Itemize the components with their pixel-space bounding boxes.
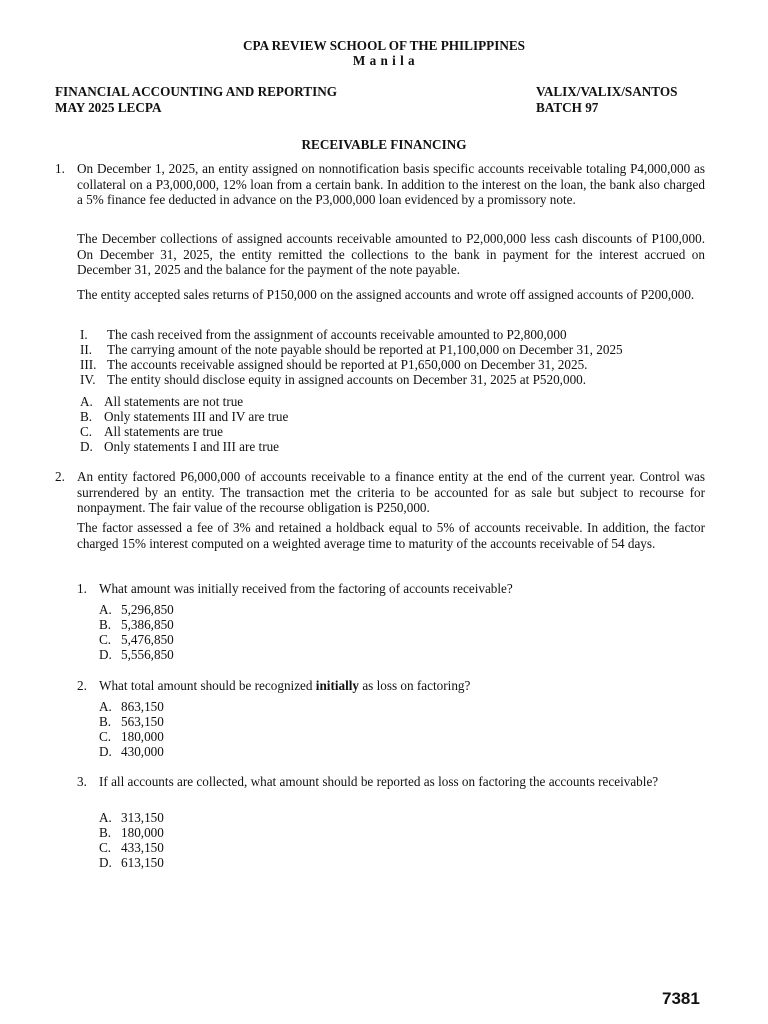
- choice-label: C.: [99, 840, 112, 855]
- choice-text: Only statements III and IV are true: [104, 409, 289, 424]
- choice-text: All statements are true: [104, 424, 224, 439]
- subquestion-2-text: [99, 678, 705, 694]
- statement-item: [80, 357, 587, 373]
- question-2-number: 2.: [55, 469, 65, 484]
- statement-text: The accounts receivable assigned should be reported at P1,650,000 on December 31, 2025.: [107, 357, 588, 372]
- page-code: 7381: [662, 989, 700, 1008]
- answer-choice[interactable]: [99, 744, 164, 760]
- answer-choice[interactable]: [80, 439, 279, 455]
- answer-choice[interactable]: [99, 729, 164, 745]
- question-2-paragraph-1: An entity factored P6,000,000 of accounts receivable to a finance entity at the end of the current year. Control was surrendered by an entity. The transaction met the criteria to be accounted for as sale but subject to recourse for nonpayment. The fair value of the recourse obligation is P250,000.: [77, 469, 705, 515]
- answer-choice[interactable]: [99, 699, 164, 715]
- answer-choice[interactable]: [99, 632, 174, 648]
- page-title: RECEIVABLE FINANCING: [301, 137, 467, 152]
- subquestion-2-number: 2.: [77, 678, 87, 693]
- subject-title: FINANCIAL ACCOUNTING AND REPORTING: [55, 84, 337, 99]
- subquestion-1-number: 1.: [77, 581, 87, 596]
- subquestion-2-text-end: as loss on factoring?: [359, 678, 471, 693]
- choice-text: 313,150: [121, 810, 164, 825]
- answer-choice[interactable]: [99, 825, 164, 841]
- answer-choice[interactable]: [99, 602, 174, 618]
- choice-text: 5,556,850: [121, 647, 174, 662]
- subquestion-2-emphasis: initially: [315, 678, 360, 693]
- question-1-paragraph-3: The entity accepted sales returns of P150,000 on the assigned accounts and wrote off assigned accounts of P200,000.: [77, 287, 695, 302]
- statement-item: [80, 327, 567, 343]
- statement-item: [80, 342, 623, 358]
- subquestion-3-text: If all accounts are collected, what amount should be reported as loss on factoring the accounts receivable?: [99, 774, 659, 789]
- choice-label: D.: [80, 439, 93, 454]
- choice-label: A.: [99, 602, 112, 617]
- statement-label: IV.: [80, 372, 96, 387]
- statement-text: The cash received from the assignment of accounts receivable amounted to P2,800,000: [107, 327, 567, 342]
- choice-text: 430,000: [121, 744, 164, 759]
- answer-choice[interactable]: [80, 424, 223, 440]
- choice-text: 5,386,850: [121, 617, 174, 632]
- answer-choice[interactable]: [80, 394, 243, 410]
- answer-choice[interactable]: [99, 714, 164, 730]
- choice-label: C.: [99, 632, 112, 647]
- authors: VALIX/VALIX/SANTOS: [536, 84, 678, 99]
- question-1-paragraph-2: The December collections of assigned accounts receivable amounted to P2,000,000 less cash discounts of P100,000. On December 31, 2025, the entity remitted the collections to the bank in payment for the interest accrued on December 31, 2025 and the balance for the payment of the note payable.: [77, 231, 705, 277]
- choice-label: D.: [99, 744, 112, 759]
- school-name: CPA REVIEW SCHOOL OF THE PHILIPPINES: [242, 38, 525, 53]
- choice-label: A.: [80, 394, 93, 409]
- answer-choice[interactable]: [99, 840, 164, 856]
- choice-text: 5,476,850: [121, 632, 174, 647]
- choice-label: D.: [99, 855, 112, 870]
- choice-label: B.: [99, 825, 112, 840]
- statement-text: The entity should disclose equity in assigned accounts on December 31, 2025 at P520,000.: [107, 372, 587, 387]
- statement-item: [80, 372, 586, 388]
- choice-label: D.: [99, 647, 112, 662]
- statement-label: II.: [80, 342, 93, 357]
- choice-text: All statements are not true: [104, 394, 244, 409]
- statement-label: I.: [80, 327, 88, 342]
- answer-choice[interactable]: [80, 409, 288, 425]
- answer-choice[interactable]: [99, 855, 164, 871]
- answer-choice[interactable]: [99, 617, 174, 633]
- question-2-paragraph-2: The factor assessed a fee of 3% and retained a holdback equal to 5% of accounts receivable. In addition, the factor charged 15% interest computed on a weighted average time to maturity of the accounts receivable of 54 days.: [77, 520, 705, 551]
- statement-text: The carrying amount of the note payable should be reported at P1,100,000 on December 31, 2025: [107, 342, 623, 357]
- subquestion-1-text: What amount was initially received from the factoring of accounts receivable?: [99, 581, 513, 596]
- choice-text: Only statements I and III are true: [104, 439, 280, 454]
- choice-label: A.: [99, 810, 112, 825]
- statement-label: III.: [80, 357, 97, 372]
- choice-text: 5,296,850: [121, 602, 174, 617]
- choice-label: C.: [80, 424, 93, 439]
- question-1-number: 1.: [55, 161, 65, 176]
- choice-text: 613,150: [121, 855, 164, 870]
- choice-text: 180,000: [121, 729, 164, 744]
- choice-label: C.: [99, 729, 112, 744]
- choice-text: 563,150: [121, 714, 164, 729]
- choice-label: B.: [80, 409, 93, 424]
- subquestion-2-text-start: What total amount should be recognized: [99, 678, 316, 693]
- exam-label: MAY 2025 LECPA: [55, 100, 162, 115]
- choice-label: B.: [99, 617, 112, 632]
- answer-choice[interactable]: [99, 647, 174, 663]
- subquestion-3-number: 3.: [77, 774, 87, 789]
- choice-label: A.: [99, 699, 112, 714]
- choice-text: 863,150: [121, 699, 164, 714]
- answer-choice[interactable]: [99, 810, 164, 826]
- choice-text: 180,000: [121, 825, 164, 840]
- choice-label: B.: [99, 714, 112, 729]
- question-1-paragraph-1: On December 1, 2025, an entity assigned on nonnotification basis specific accounts receivable totaling P4,000,000 as collateral on a P3,000,000, 12% loan from a certain bank. In addition to the interest on the loan, the bank also charged a 5% finance fee deducted in advance on the P3,000,000 loan evidenced by a promissory note.: [77, 161, 705, 207]
- batch-label: BATCH 97: [536, 100, 599, 115]
- school-city: M a n i l a: [352, 53, 416, 68]
- choice-text: 433,150: [121, 840, 164, 855]
